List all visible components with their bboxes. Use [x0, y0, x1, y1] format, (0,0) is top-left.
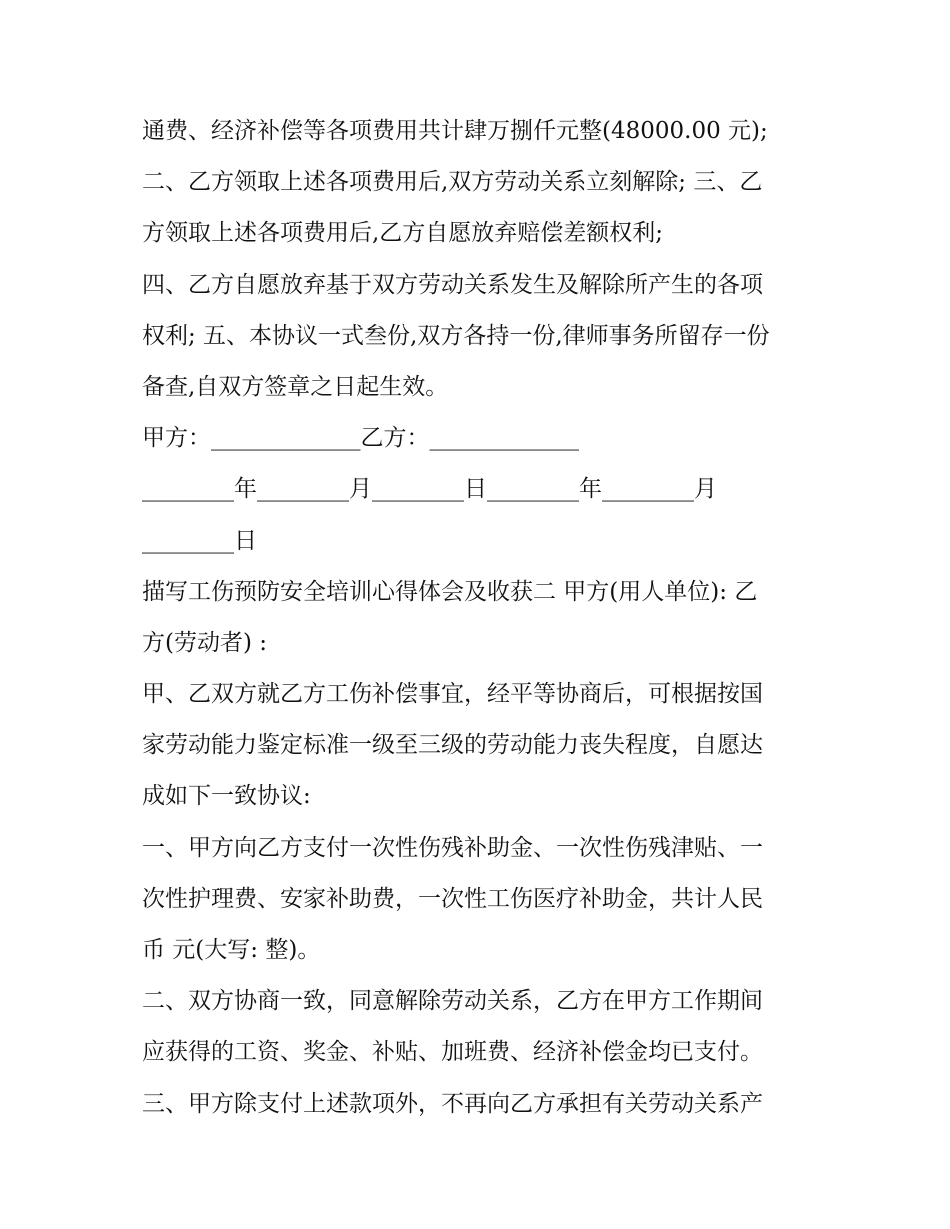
text-line: 应获得的工资、奖金、补贴、加班费、经济补偿金均已支付。	[142, 1039, 763, 1066]
document-body	[142, 106, 822, 1130]
text-line: 二、双方协商一致，同意解除劳动关系，乙方在甲方工作期间	[142, 988, 763, 1015]
text-line: 次性护理费、安家补助费，一次性工伤医疗补助金，共计人民	[142, 885, 763, 912]
text-line: 四、乙方自愿放弃基于双方劳动关系发生及解除所产生的各项	[142, 271, 763, 298]
text-line: 方(劳动者) :	[142, 629, 268, 656]
text-line: 家劳动能力鉴定标准一级至三级的劳动能力丧失程度，自愿达	[142, 732, 763, 759]
date-line: ________日	[142, 527, 257, 554]
text-line: 甲、乙双方就乙方工伤补偿事宜，经平等协商后，可根据按国	[142, 681, 763, 708]
signature-line: 甲方：_____________乙方：_____________	[142, 425, 579, 452]
text-line: 权利; 五、本协议一式叁份,双方各持一份,律师事务所留存一份	[142, 322, 770, 349]
text-line: 备查,自双方签章之日起生效。	[142, 373, 449, 400]
text-line: 描写工伤预防安全培训心得体会及收获二 甲方(用人单位): 乙	[142, 578, 758, 605]
text-line: 通费、经济补偿等各项费用共计肆万捌仟元整(48000.00 元);	[142, 118, 768, 144]
text-line: 成如下一致协议:	[142, 783, 311, 810]
text-line: 二、乙方领取上述各项费用后,双方劳动关系立刻解除; 三、乙	[142, 169, 763, 196]
text-line: 币 元(大写: 整)。	[142, 937, 321, 963]
text-line: 方领取上述各项费用后,乙方自愿放弃赔偿差额权利;	[142, 220, 664, 247]
text-line: 一、甲方向乙方支付一次性伤残补助金、一次性伤残津贴、一	[142, 834, 763, 861]
date-line: ________年________月________日________年________月	[142, 476, 717, 503]
text-line: 三、甲方除支付上述款项外，不再向乙方承担有关劳动关系产	[142, 1090, 763, 1117]
